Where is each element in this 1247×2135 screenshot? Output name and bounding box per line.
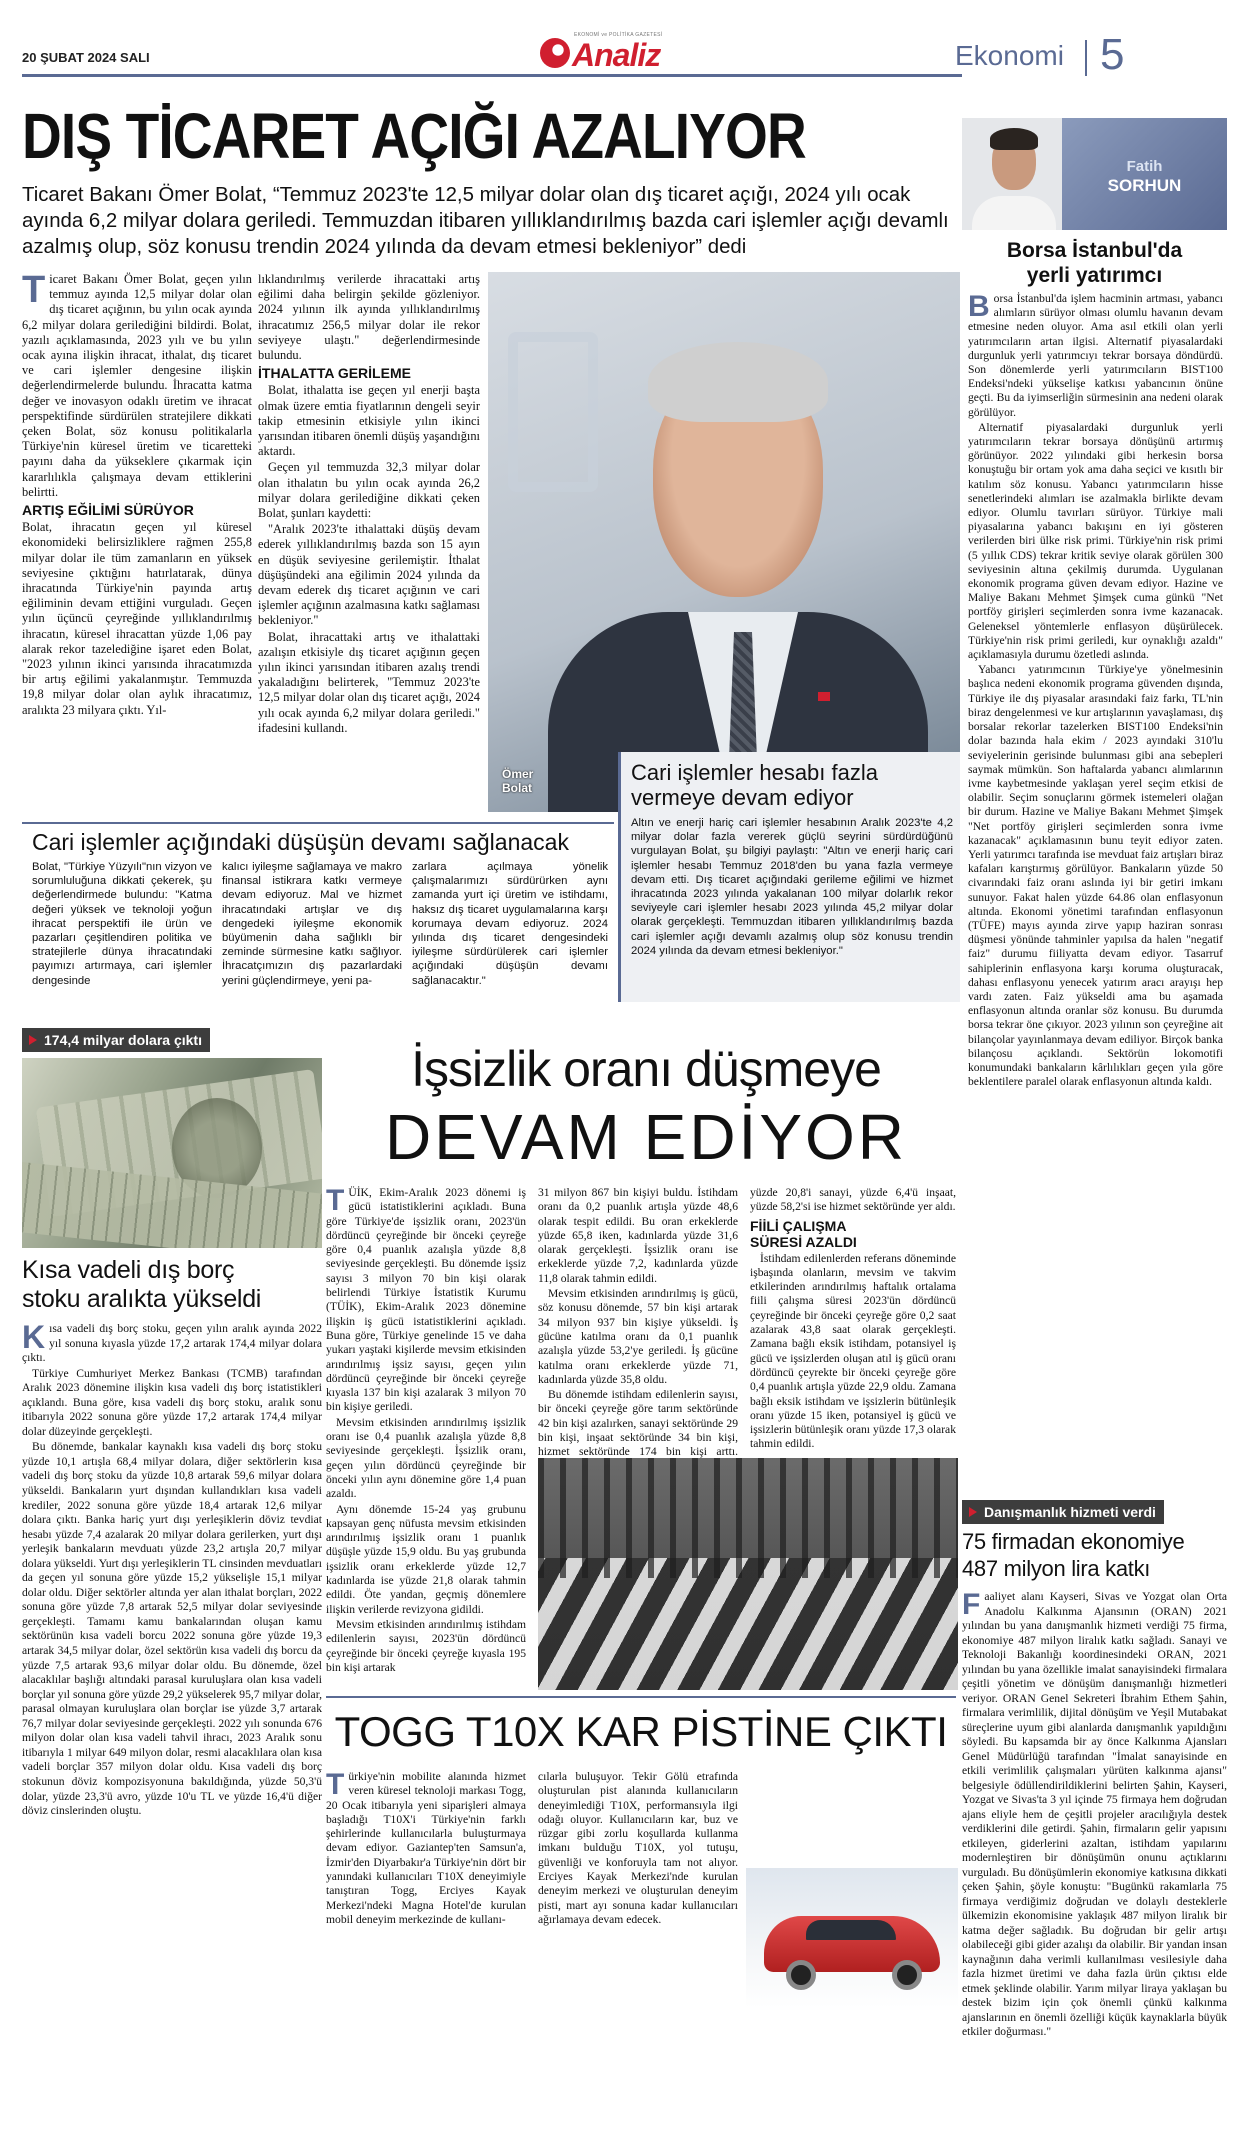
lead-paragraph: Bolat, ithalatta ise geçen yıl enerji başta olmak üzere emtia fiyatlarının dengeli seyir takip etmesinin etkisiyle yılın ikinci yarısından itibaren önemli düşüş yaşandığını aktardı. — [258, 383, 480, 459]
dropcap: B — [968, 290, 990, 323]
issizlik-col-1 — [326, 1186, 526, 1676]
lead-paragraph: Bolat, ihracatın geçen yıl küresel ekonomideki belirsizliklere rağmen 255,8 milyar dolar ile tüm zamanların en yüksek seviyesine çıktığını hatırlatarak, dünya ihracatında Türkiye'nin payında artış eğiliminin devam ettiğini vurguladı. Geçen yılın üçüncü çeyreğinde yıllıklandırılmış ihracatın, küresel ihracattan yüzde 1,06 pay alarak rekor tazelediğine işaret eden Bolat, "2023 yılının ikinci yarısında ihracatımızda bir artış eğilimi yakalanmıştır. Temmuzda 19,8 milyar dolar olan aylık ihracatımız, aralıkta 23 milyara çıktı. Yıl- — [22, 520, 252, 717]
section-divider — [1085, 40, 1087, 76]
lead-headline: DIŞ TİCARET AÇIĞI AZALIYOR — [22, 100, 806, 172]
columnist-hair — [990, 128, 1038, 150]
caption-line: Bolat — [502, 781, 532, 795]
cari-acik-headline: Cari işlemler açığındaki düşüşün devamı sağlanacak — [32, 829, 569, 855]
issizlik-paragraph: Mevsim etkisinden arındırılmış istihdam edilenlerin sayısı, 2023'ün dördüncü çeyreğinde bir önceki çeyreğe kıyasla 195 bin kişi artarak — [326, 1617, 526, 1674]
issizlik-paragraph: yüzde 20,8'i sanayi, yüzde 6,4'ü inşaat, yüzde 58,2'si ise hizmet sektöründe yer aldı. — [750, 1186, 956, 1214]
cari-box-headline — [631, 760, 878, 810]
issizlik-paragraph: Bu dönemde istihdam edilenlerin sayısı, bir önceki çeyreğe göre tarım sektöründe 42 bin kişi azalırken, sanayi sektöründe 29 bin kişi, inşaat sektöründe 34 bin kişi, hizmet sektöründe 174 bin kişi arttı. — [538, 1388, 738, 1459]
dropcap: F — [962, 1588, 981, 1621]
subhead-line: FİİLİ ÇALIŞMA — [750, 1217, 847, 1234]
danismanlik-tag: Danışmanlık hizmeti verdi — [962, 1500, 1164, 1524]
togg-paragraph: ürkiye'nin mobilite alanında hizmet veren küresel teknoloji markası Togg, 20 Ocak itibarıyla yeni siparişleri almaya başladığı T10X'i Türkiye'nin farklı şehirlerinde kullanıcılarla buluşturmaya devam ediyor. Gaziantep'ten Samsun'a, İzmir'den Diyarbakır'a Türkiye'nin dört bir yanındaki kullanıcıları T10X deneyimiyle tanıştıran Togg, Erciyes Kayak Merkezi'ndeki Magna Hotel'de kurulan mobil deneyim merkezinde de kullanı- — [326, 1770, 526, 1926]
headline-line: 487 milyon lira katkı — [962, 1556, 1151, 1581]
issizlik-col-3 — [750, 1186, 956, 1453]
togg-rule — [326, 1696, 956, 1698]
issizlik-headline-1: İşsizlik oranı düşmeye — [411, 1041, 881, 1097]
issue-date: 20 ŞUBAT 2024 SALI — [22, 50, 150, 65]
issizlik-paragraph: Aynı dönemde 15-24 yaş grubunu kapsayan genç nüfusta mevsim etkisinden arındırılmış işsizlik oranı 1 puanlık düşüşle yüzde 15,9 oldu. Bu yaş grubunda işsizlik oranı erkeklerde yüzde 12,7 kadınlarda ise yüzde 21,8 olarak tahmin edildi. Öte yandan, geçmiş dönemlere ilişkin verilerde revizyona gidildi. — [326, 1502, 526, 1616]
logo-swirl-icon — [540, 38, 570, 68]
dollar-bills-photo — [22, 1058, 322, 1248]
headline-line: yerli yatırımcı — [1026, 264, 1163, 287]
logo-text: Analiz — [572, 37, 661, 73]
kisa-paragraph: Türkiye Cumhuriyet Merkez Bankası (TCMB) tarafından Aralık 2023 dönemine ilişkin kısa vadeli dış borç istatistikleri açıklandı. Buna göre, kısa vadeli dış borç stoku, aralık sonu itibarıyla 2022 sonuna göre yüzde 17,2 artarak 174,4 milyar dolar düzeyinde gerçekleşti. — [22, 1366, 322, 1438]
kisa-paragraph: ısa vadeli dış borç stoku, geçen yılın aralık ayında 2022 yıl sonuna kıyasla yüzde 17,2 artarak 174,4 milyar dolara çıktı. — [22, 1322, 322, 1365]
lead-subhead-2: İTHALATTA GERİLEME — [258, 365, 411, 382]
issizlik-headline-2: DEVAM EDİYOR — [385, 1101, 907, 1173]
issizlik-paragraph: İstihdam edilenlerden referans döneminde işbaşında olanların, mevsim ve takvim etkilerinden arındırılmış haftalık ortalama fiili çalışma süresi 2023'ün dördüncü çeyreğinde bir önceki çeyreğe göre 0,2 saat azalarak 43,8 saat olarak gerçekleşti. Zamana bağlı eksik istihdam, potansiyel iş gücü ve işsizlerden oluşan atıl iş gücü oranı dördüncü çeyrekte bir önceki çeyreğe göre 0,4 puanlık artışla yüzde 22,9 oldu. Zamana bağlı eksik istihdam ve işsizlerin bütünleşik oranı yüzde 15 iken, potansiyel iş gücü ve işsizlerin bütünleşik oranı yüzde 17,3 olarak tahmin edildi. — [750, 1251, 956, 1451]
cari-band-rule — [22, 822, 614, 824]
lead-paragraph: Geçen yıl temmuzda 32,3 milyar dolar olan ithalatın bu yılın ocak ayında 26,2 milyar dolara gerilediğine dikkati çeken Bolat, şunları kaydetti: — [258, 460, 480, 521]
togg-col-1 — [326, 1770, 526, 1928]
togg-t10x-photo — [746, 1868, 958, 2008]
danismanlik-body — [962, 1590, 1227, 2041]
togg-headline: TOGG T10X KAR PİSTİNE ÇIKTI — [334, 1708, 948, 1755]
car-wheel-front — [786, 1960, 816, 1990]
issizlik-paragraph: Mevsim etkisinden arındırılmış işsizlik oranı ise 0,4 puanlık azalışla yüzde 8,8 seviyesinde gerçekleşti. İşsizlik oranı, geçen yılın dördüncü çeyreğinde bir önceki yılın aynı dönemine göre 1,4 puan azaldı. — [326, 1415, 526, 1501]
issizlik-paragraph: 31 milyon 867 bin kişiyi buldu. İstihdam oranı da 0,2 puanlık artışla yüzde 48,6 olarak tespit edildi. Bu oran erkeklerde yüzde 65,8 iken, kadınlarda yüzde 31,6 olarak gerçekleşti. İşsizlik oranı ise erkeklerde yüzde 7,2, kadınlarda yüzde 11,8 olarak tahmin edildi. — [538, 1186, 738, 1285]
header-rule — [22, 74, 962, 77]
issizlik-paragraph: Mevsim etkisinden arındırılmış iş gücü, söz konusu dönemde, 57 bin kişi artarak 34 milyon 937 bin kişiye yükseldi. İş gücüne katılma oranı da 0,1 puanlık azalışla yüzde 53,2'ye geriledi. İş gücüne katılma oranı erkeklerde yüzde 71, kadınlarda yüzde 35,8 oldu. — [538, 1287, 738, 1386]
dropcap: T — [326, 1184, 345, 1217]
headline-line: 75 firmadan ekonomiye — [962, 1529, 1185, 1554]
subhead-line: SÜRESİ AZALDI — [750, 1233, 857, 1250]
columnist-paragraph: Alternatif piyasalardaki durgunluk yerli yatırımcıların tekrar borsaya dönüşünü artırmış görünüyor. 2022 yılındaki gibi herkesin borsa konuştuğu bir ortam yok ama daha seçici ve kısıtlı bir katılım söz konusu. Yabancı yatırımcıların hisse senetlerindeki alımları ise azalmakla birlikte devam ediyor. Olumlu tavırları sürüyor. Türkiye mali piyasalarına yabancı bakışını en iyi gösteren verilerden biri ülke risk primi. Türkiye'nin risk primi (5 yıllık CDS) tekrar kritik seviye olarak görülen 300 seviyesinin altına çekilmiş durumda. Uygulanan ekonomik programa güven devam ediyor. Hazine ve Maliye Bakanı Mehmet Şimşek cuma günkü "Net portföy girişleri seçimlerden sonra ivme kazanacak. Geleneksel yöntemlerle enflasyon düşürülecek. Türkiye'nin risk primi geriledi, kur oynaklığı azaldı" açıklamasıyla durumu özetledi aslında. — [968, 420, 1223, 662]
lead-deck: Ticaret Bakanı Ömer Bolat, “Temmuz 2023'te 12,5 milyar dolar olan dış ticaret açığı, 2024 yılı ocak ayında 6,2 milyar dolara geriledi. Temmuzdan itibaren yıllıklandırılmış bazda cari işlemler açığı devamlı azalmış olup, söz konusu trendin 2024 yılında da devam etmesi bekleniyor” dedi — [22, 184, 949, 258]
headline-line: Borsa İstanbul'da — [1006, 239, 1183, 262]
lead-paragraph: icaret Bakanı Ömer Bolat, geçen yılın temmuz ayında 12,5 milyar dolar olan dış ticaret açığının, bu yılın ocak ayında 6,2 milyar dolara gerilediğini bildirdi. Bolat, yazılı açıklamasında, 2023 yılı ve bu yılın ocak ayına ilişkin ihracat, ithalat, dış ticaret ve cari işlemler dengesine ilişkin değerlendirmelerde bulundu. İhracatta katma değer ve inovasyon odaklı üretim ve ihracat perspektifinde sürdürülen stratejilere dikkati çeken Bolat, söz konusu politikalarla Türkiye'nin küresel üretim ve ticaretteki payını daha da yükseklere çıkarmak için kararlılıkla çalışmaya devam ettiklerini belirtti. — [22, 272, 252, 499]
headline-line: Cari işlemler hesabı fazla — [631, 760, 878, 785]
car-wheel-rear — [892, 1960, 922, 1990]
dropcap: T — [326, 1768, 345, 1801]
flag-pin-icon — [818, 692, 830, 701]
crowd-silhouettes — [538, 1458, 958, 1578]
headline-line: Kısa vadeli dış borç — [22, 1256, 235, 1284]
cari-acik-col-1: Bolat, "Türkiye Yüzyılı"nın vizyon ve sorumluluğuna dikkati çekerek, şu değerlendirmede bulundu: "Katma değeri yüksek ve teknoloji yoğun ihracat perspektifi ile ürün ve pazarları çeşitlendiren politika ve stratejilerle dünya ihracatındaki payımızı artırmaya, cari işlemler dengesinde — [32, 861, 212, 987]
columnist-paragraph: orsa İstanbul'da işlem hacminin artması, yabancı alımların sürüyor olması olumlu havanın devam etmesine neden oluyor. Ama asıl etkili olan yerli yatırımcıların artan ilgisi. Alternatif piyasalardaki durgunluk yerli yatırımcıyı tekrar borsaya döndürdü. Son dönemlerde yerli yatırımcıların BIST100 Endeksi'ndeki yükselişe katkısı yabancının önüne geçti. Bu da iyimserliğin sürmesinin ana nedeni olarak görülüyor. — [968, 292, 1223, 419]
kisa-vadeli-tag: 174,4 milyar dolara çıktı — [22, 1028, 210, 1052]
danismanlik-headline — [962, 1528, 1227, 1582]
cari-acik-col-2: kalıcı iyileşme sağlamaya ve makro finansal istikrara katkı vermeye devam ediyoruz. Mal ve hizmet ihracatındaki artışlar ve dış dengedeki iyileşme ekonomik büyümenin daha sağlıklı bir zeminde sürmesine katkı sağlıyor. İhracatçımızın dış pazarlardaki yerini güçlendirmeye, yeni pa- — [222, 861, 402, 987]
togg-col-2 — [538, 1770, 738, 1928]
cari-acik-col-3: zarlara açılmaya yönelik çalışmalarımızı sürdürürken aynı zamanda yurt içi üretim ve istihdamı, haksız dış ticaret uygulamalarına karşı korumaya devam ediyoruz. 2024 yılında dış ticaret dengesindeki iyileşme sürdürülerek cari işlemler açığındaki düşüşün devamı sağlanacaktır." — [412, 861, 608, 987]
issizlik-subhead — [750, 1218, 956, 1250]
columnist-body — [968, 292, 1223, 1090]
columnist-name-block — [1062, 118, 1227, 230]
hair-shape — [648, 342, 828, 422]
masthead-logo[interactable] — [540, 32, 710, 73]
cari-box-body: Altın ve enerji hariç cari işlemler hesabının Aralık 2023'te 4,2 milyar dolar fazla vererek güçlü seyrini sürdürdüğünü vurgulayan Bolat, şu bilgiyi paylaştı: "Altın ve enerji hariç cari işlemler hesabı Temmuz 2018'den bu yana fazla vermeye devam etti. Dış ticaret açığındaki gerileme eğilimi ve hizmet ihracatında 2023 yılında yakalanan 100 milyar dolarlık rekor seviyeyle cari işlemler hesabı 2023 yılında 45,2 milyar dolar olarak gerçekleşti. Temmuzdan itibaren yıllıklandırılmış bazda cari işlemler açığı devamlı azalmış olup söz konusu trendin 2024 yılında da devam etmesi bekleniyor." — [631, 817, 953, 957]
columnist-first-name: Fatih — [1126, 158, 1163, 175]
photo-caption — [502, 767, 533, 795]
logo-tagline: EKONOMİ ve POLİTİKA GAZETESİ — [574, 32, 663, 38]
columnist-portrait — [962, 118, 1062, 230]
issizlik-col-2 — [538, 1186, 738, 1475]
backdrop-logo — [508, 332, 598, 492]
section-name: Ekonomi — [955, 40, 1064, 71]
kisa-vadeli-headline — [22, 1256, 322, 1314]
headline-line: vermeye devam ediyor — [631, 785, 854, 810]
danismanlik-paragraph: aaliyet alanı Kayseri, Sivas ve Yozgat olan Orta Anadolu Kalkınma Ajansının (ORAN) 2021 yılından bu yana danışmanlık hizmeti verdiği 75 firma, ekonomiye 487 milyon liralık katkı sağladı. Sanayi ve Teknoloji Bakanlığı koordinesindeki ORAN, 2021 yılından bu yana özellikle imalat sanayisindeki firmalara çeşitli yönetim ve dönüşüm danışmanlığı hizmetleri veriyor. ORAN Genel Sekreteri İbrahim Ethem Şahin, firmalara verimlilik, dijital dönüşüm ve Yeşil Mutabakat süreçlerine uyum gibi alanlarda danışmanlık yapıldığını söyledi. Bu kapsamda bir ay önce Kalkınma Ajansları Genel Müdürlüğü tarafından "İmalat sanayisinde en etkili verimlilik çalışmaları yürüten kalkınma ajansı" belgesiyle ödüllendirildiklerini belirten Şahin, Kayseri, Yozgat ve Sivas'ta 3 yıl içinde 75 firmaya hem doğrudan ajans eliyle hem de çeşitli projeler aracılığıyla destek verdiklerini dile getirdi. Şahin, firmaların gelir yapısını etkileyen, giderlerini azaltan, istihdam yapılarını modernleştiren bir dönüşümün onunu açtıklarını vurguladı. Bu dönüşümlerin ekonomiye katkısına dikkati çeken Şahin, şöyle konuştu: "Bugünkü rakamlarla 75 firmaya verdiğimiz doğrudan ve dolaylı desteklerle ülkemizin ekonomisine yaklaşık 487 milyon liralık bir katma değer sağladık. Bu doğrudan bir gelir artışı olabileceği gibi gider azalışı da olabilir. Bir yandan insan kaynağının daha verimli kullanılması vesilesiyle daha fazla hizmet üretimi ve daha fazla ürün çıktısı elde etmek şeklinde olabilir. Yarım milyar liraya yaklaşan bu destek bizim için çok önemli çünkü kalkınma ajanslarının en önemli özelliği küçük kaynaklarla büyük etkiler doğurması." — [962, 1590, 1227, 2038]
issizlik-paragraph: ÜİK, Ekim-Aralık 2023 dönemi iş gücü istatistiklerini açıkladı. Buna göre Türkiye'de işsizlik oranı, 2023'ün dördüncü çeyreğinde bir önceki çeyreğe göre 0,4 puanlık azalışla yüzde 8,8 seviyesinde gerçekleşti. Bu dönemde işsiz sayısı 3 milyon 70 bin kişi olarak belirlendi Türkiye İstatistik Kurumu (TÜİK), Ekim-Aralık 2023 dönemine ilişkin iş gücü istatistiklerini açıkladı. Buna göre, Türkiye genelinde 15 ve daha yukarı yaştaki kişilerde mevsim etkisinden arındırılmış işsiz sayısı, geçen yılın dördüncü çeyreğinde bir önceki çeyreğe kıyasla 137 bin kişi azalarak 3 milyon 70 bin kişiye geriledi. — [326, 1186, 526, 1414]
columnist-shirt — [972, 196, 1056, 230]
kisa-paragraph: Bu dönemde, bankalar kaynaklı kısa vadeli dış borç stoku yüzde 10,1 artışla 68,4 milyar dolara, diğer sektörlerin kısa vadeli dış borç stoku da yüzde 10,8 artarak 59,6 milyar dolara yükseldi. Bankaların yurt dışından kullandıkları kısa vadeli krediler, 2022 sonuna göre yüzde 18,4 artarak 12,6 milyar dolara çıktı. Banka hariç yurt dışı yerleşiklerin döviz tevdiat hesabı yüzde 7,4 azalarak 20 milyar dolara gerilerken, yurt dışı yerleşik bankaların mevduatı yüzde 23,2 artışla 20,7 milyar dolara yükseldi. Yurt dışı yerleşiklerin TL cinsinden mevduatları da geçen yıl sonuna göre yüzde 15,2 yükselişle 15,1 milyar dolar oldu. Diğer sektörler altında yer alan ithalat borçları, 2022 sonuna göre yüzde 7,8 artarak 52,5 milyar dolar seviyesinde gerçekleşti. Tamamı kamu bankalarından oluşan kamu sektörünün kısa vadeli borcu 2022 sonuna göre yüzde 19,3 artarak 34,5 milyar dolar, özel sektörün kısa vadeli dış borcu da yüzde 7,5 artarak 93,6 milyar dolar oldu. Bu dönemde, özel alacaklılar başlığı altındaki parasal kuruluşlara olan kısa vadeli borçlar yıl sonuna göre yüzde 29,2 yükselerek 95,7 milyar dolar, parasal olmayan kuruluşlara olan borçlar ise yüzde 3,7 artarak 76,7 milyar dolar seviyesinde gerçekleşti. 2022 yılı sonunda 676 milyon dolar olan kısa vadeli tahvil ihracı, 2023 Aralık sonu itibarıyla 1 milyar 649 milyon dolar, resmi alacaklılara olan kısa vadeli borçlar 357 milyon dolar oldu. Kısa vadeli dış borç stokunun döviz kompozisyonuna bakıldığında, yüzde 50,3'ü dolar, yüzde 23,3'ü avro, yüzde 10'u TL ve yüzde 16,4'ü diğer döviz cinslerinden oluştu. — [22, 1440, 322, 1818]
kisa-vadeli-body — [22, 1319, 322, 1820]
crosswalk-crowd-photo — [538, 1458, 958, 1690]
columnist-last-name: SORHUN — [1107, 176, 1182, 195]
columnist-headline — [962, 238, 1227, 288]
columnist-paragraph: Yabancı yatırımcının Türkiye'ye yönelmesinin başlıca nedeni ekonomik programa güvenden dışında, Türkiye ile dış piyasalar arasındaki faiz farkı, TL'nin biraz dengelenmesi ve kur artışlarının yavaşlaması, dış borsalar rekorlar tazelerken BIST100 Endeksi'nin dolar bazında hala ekim / 2023 ayındaki 310'lu seviyelerinin gerisinde bulunması gibi ana sebepleri saymak mümkün. Son haftalarda yabancı alımlarının ivme kaybetmesinde yaklaşan yerel seçim etkisi de olabilir. Seçim sonuçlarını görmek istemeleri olağan bir durum. Hazine ve Maliye Bakanı Mehmet Şimşek "Net portföy girişleri seçimlerden sonra ivme kazanacak" açıklamasının bunu teyit ediyor zaten. Yerli yatırımcı tarafında ise mevduat faiz artışları biraz kafaları karıştırmış görülüyor. Bankaların yüzde 50 civarındaki faiz oranı aslında iyi bir getiri imkanı sunuyor. Fakat halen yüzde 64.86 olan enflasyonun altında. Ekonomi yönetimi tarafından enflasyonun (TÜFE) mayıs ayında zirve yapıp haziran sonrası düşmesi yönünde tahminler yapılsa da halen "negatif faiz" durumu fiiliyatta devam ediyor. Tasarruf sahiplerinin enflasyona karşı koruma oluşturacak, dahası enflasyonu yenecek yatırım aracı arayışı hep vardı zaten. Faiz yükseldi ama bu aşamada enflasyonun altında oranlar söz konusu. Bu durumda borsa tekrar öne çıkıyor. 2023 yılının son çeyreğine ait bilançolar yayınlanmaya devam ediliyor. Birçok banka bilançosu açıklandı. Sektörün lokomotifi konumundaki bankaların kârlılıkları geçen yıla göre beklentilere paralel olarak enflasyonun altında kaldı. — [968, 663, 1223, 1089]
lead-paragraph: "Aralık 2023'te ithalattaki düşüş devam ederek yıllıklandırılmış bazda son 15 ayın en düşük seviyesine gerilemiştir. İthalat düşüşündeki ana eğilimin 2024 yılında da devam ederek dış ticaret açığının ve cari işlemler açığının azalmasına katkı sağlaması bekleniyor." — [258, 522, 480, 628]
dropcap: T — [22, 269, 46, 311]
headline-line: stoku aralıkta yükseldi — [22, 1285, 262, 1313]
cari-surplus-box — [618, 752, 960, 1002]
togg-paragraph: cılarla buluşuyor. Tekir Gölü etrafında oluşturulan pist alanında kullanıcıların deneyimlediği T10X, performansıyla ilgi odağı oluyor. Kullanıcıların kar, buz ve rüzgar gibi zorlu koşullarda kullanma imkanı bulduğu T10X, yol tutuşu, güvenliği ve konforuyla tam not alıyor. Erciyes Kayak Merkezi'nde kurulan deneyim merkezi ve oluşturulan deneyim pisti, mart ayı sonuna kadar kullanıcıları ağırlamaya devam edecek. — [538, 1770, 738, 1926]
dropcap: K — [22, 1319, 46, 1355]
caption-line: Ömer — [502, 767, 534, 781]
lead-paragraph: lıklandırılmış verilerde ihracattaki artış eğilimi daha belirgin şekilde gözleniyor. 2024 yılının ilk ayında yıllıklandırılmış ihracatımız 256,5 milyar dolar ile rekor seviyeye ulaştı." değerlendirmesinde bulundu. — [258, 272, 480, 363]
car-window — [806, 1920, 896, 1940]
lead-column-1 — [22, 269, 252, 719]
lead-paragraph: Bolat, ihracattaki artış ve ithalattaki azalışın etkisiyle dış ticaret açığının geçen yılın ikinci yarısından itibaren azalış trendi yakaladığını belirterek, "Temmuz 2023'te 12,5 milyar dolar olan dış ticaret açığı, 2024 yılı ocak ayında 6,2 milyar dolara geriledi." ifadesini kullandı. — [258, 629, 480, 735]
omer-bolat-photo — [488, 272, 960, 812]
page-number: 5 — [1100, 30, 1125, 79]
lead-column-2 — [258, 272, 480, 737]
lead-subhead-1: ARTIŞ EĞİLİMİ SÜRÜYOR — [22, 502, 194, 519]
